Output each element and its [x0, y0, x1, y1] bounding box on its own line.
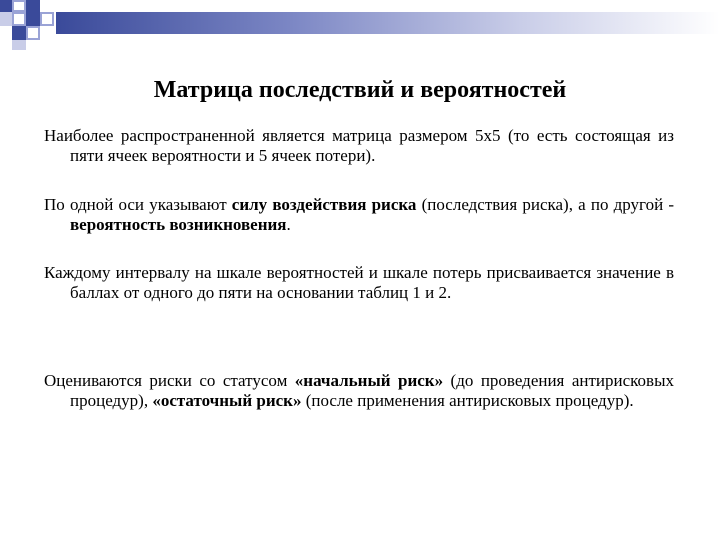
- paragraph-axes: [44, 195, 674, 235]
- deco-square-4: [0, 12, 12, 26]
- text-span: Оцениваются риски со статусом: [44, 371, 295, 390]
- paragraph-matrix-size: Наиболее распространенной является матрица размером 5х5 (то есть состоящая из пяти ячеек вероятности и 5 ячеек потери).: [44, 126, 674, 165]
- paragraph-scale-scores: Каждому интервалу на шкале вероятностей и шкале потерь присваивается значение в баллах от одного до пяти на основании таблиц 1 и 2.: [44, 263, 674, 302]
- paragraph-risk-status: [44, 371, 674, 411]
- bold-initial-risk: «начальный риск»: [294, 371, 444, 390]
- deco-square-10: [12, 40, 26, 50]
- header-decoration: [0, 0, 720, 60]
- deco-square-9: [26, 26, 40, 40]
- text-span: (после применения антирисковых процедур).: [301, 391, 634, 410]
- text-span: По одной оси указывают: [44, 195, 232, 214]
- deco-square-1: [0, 0, 12, 12]
- text-span: .: [286, 215, 291, 234]
- bold-probability-term: вероятность возникновения: [70, 215, 287, 234]
- text-span: (последствия риска), а по другой -: [416, 195, 674, 214]
- deco-square-7: [40, 12, 54, 26]
- deco-square-6: [26, 12, 40, 26]
- deco-square-5: [12, 12, 26, 26]
- bold-impact-term: силу воздействия риска: [231, 195, 417, 214]
- deco-square-8: [12, 26, 26, 40]
- bold-residual-risk: «остаточный риск»: [152, 391, 302, 410]
- text-span: (до проведения антирисковых процедур),: [70, 371, 674, 410]
- header-gradient-bar: [56, 12, 720, 34]
- deco-square-3: [26, 0, 40, 12]
- deco-square-2: [12, 0, 26, 12]
- slide-title: Матрица последствий и вероятностей: [153, 77, 567, 103]
